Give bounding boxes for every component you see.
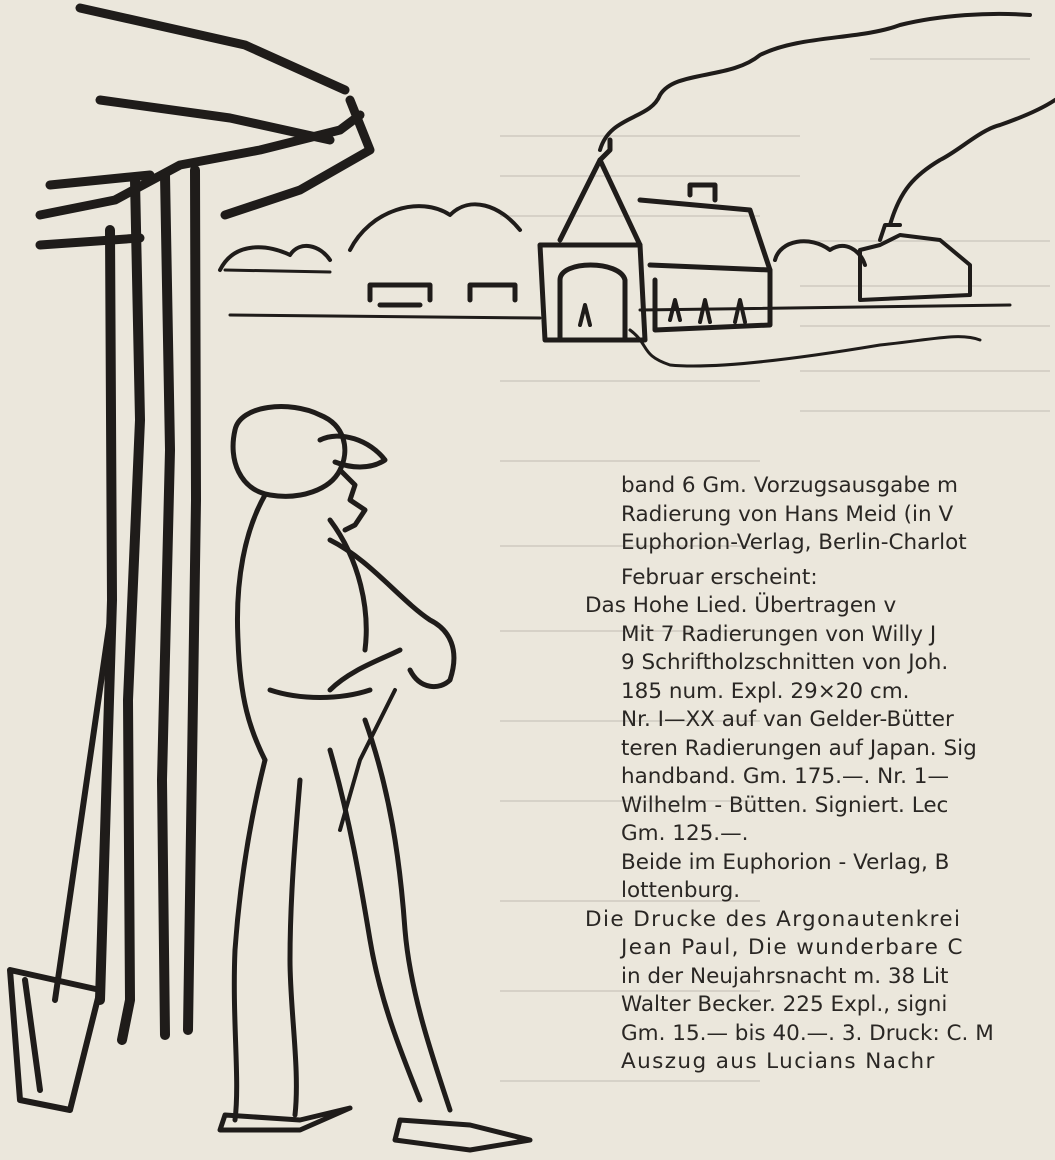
shed-roof xyxy=(40,8,370,245)
text-line: Auszug aus Lucians Nachr xyxy=(621,1049,936,1074)
smoke-plume-right xyxy=(890,100,1055,225)
text-line: Jean Paul, Die wunderbare C xyxy=(621,935,964,960)
text-line: Gm. 15.— bis 40.—. 3. Druck: C. M xyxy=(621,1020,994,1046)
trees-left xyxy=(220,204,520,270)
text-line: Gm. 125.—. xyxy=(621,821,749,846)
text-line: Die Drucke des Argonautenkrei xyxy=(585,906,962,932)
text-line: Februar erscheint: xyxy=(621,564,818,590)
text-line: Walter Becker. 225 Expl., signi xyxy=(621,992,948,1017)
text-line: Wilhelm - Bütten. Signiert. Lec xyxy=(621,792,949,818)
text-line: Das Hohe Lied. Übertragen v xyxy=(585,593,897,618)
smoke-plume xyxy=(600,14,1030,150)
text-column xyxy=(585,472,1055,1160)
text-line: 9 Schriftholzschnitten von Joh. xyxy=(621,650,949,675)
spade-tool xyxy=(10,620,110,1110)
text-line: Beide im Euphorion - Verlag, B xyxy=(621,849,950,875)
road-curve xyxy=(630,330,980,366)
text-line: 185 num. Expl. 29×20 cm. xyxy=(621,678,910,704)
text-line: in der Neujahrsnacht m. 38 Lit xyxy=(621,963,949,989)
text-line: Radierung von Hans Meid (in V xyxy=(621,501,954,527)
text-line: Euphorion-Verlag, Berlin-Charlot xyxy=(621,530,967,555)
horizon-line xyxy=(225,270,1010,318)
text-line: teren Radierungen auf Japan. Sig xyxy=(621,735,977,761)
text-line: lottenburg. xyxy=(621,878,741,903)
distant-figures xyxy=(580,300,745,325)
text-line: Mit 7 Radierungen von Willy J xyxy=(621,621,937,647)
text-line: Nr. I—XX auf van Gelder-Bütter xyxy=(621,707,954,732)
text-line: handband. Gm. 175.—. Nr. 1— xyxy=(621,764,949,789)
village-right xyxy=(775,225,970,300)
text-line: band 6 Gm. Vorzugsausgabe m xyxy=(621,473,958,498)
farm-wagon xyxy=(370,285,515,305)
shed-posts xyxy=(100,170,196,1040)
man-figure xyxy=(220,407,530,1150)
